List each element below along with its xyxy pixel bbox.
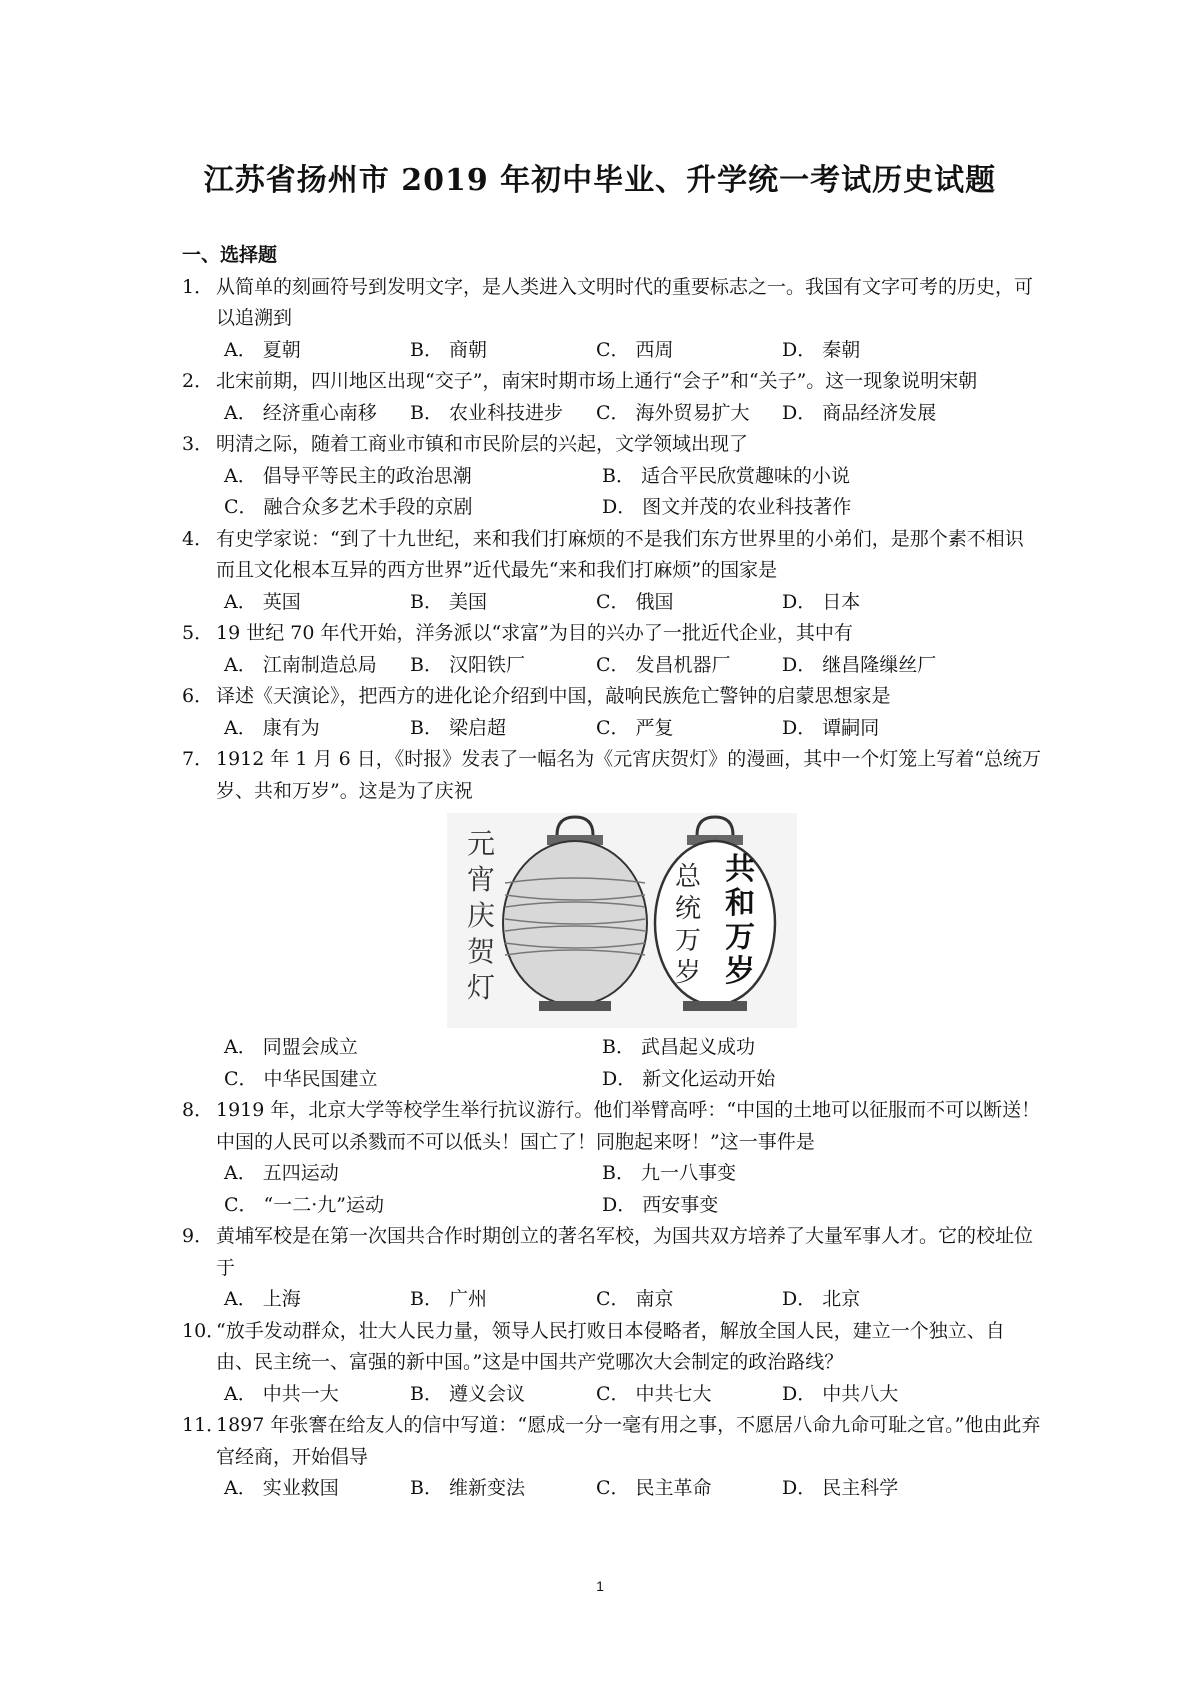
- question-text: 19 世纪 70 年代开始，洋务派以“求富”为目的兴办了一批近代企业，其中有: [216, 622, 853, 644]
- option-letter: C．: [596, 590, 630, 613]
- question-stem: [182, 1221, 1042, 1284]
- answer-option: [410, 713, 596, 745]
- option-letter: B．: [602, 1162, 635, 1184]
- option-letter: A．: [224, 653, 257, 676]
- option-text: 五四运动: [262, 1162, 339, 1184]
- question-text: 有史学家说：“到了十九世纪，来和我们打麻烦的不是我们东方世界里的小弟们，是那个素不相识而且文化根本互异的西方世界”近代最先“来和我们打麻烦”的国家是: [216, 527, 1024, 581]
- option-text: 新文化运动开始: [642, 1067, 776, 1090]
- answer-option: [596, 335, 782, 367]
- answer-option: [602, 1064, 980, 1096]
- option-letter: C．: [596, 338, 630, 361]
- question-text: 从简单的刻画符号到发明文字，是人类进入文明时代的重要标志之一。我国有文字可考的历史，可以追溯到: [216, 275, 1034, 329]
- option-text: 倡导平等民主的政治思潮: [262, 464, 472, 487]
- option-letter: A．: [224, 401, 257, 424]
- exam-content: [182, 240, 1042, 1505]
- option-letter: B．: [410, 338, 443, 361]
- left-caption-char: 宵: [467, 863, 496, 896]
- option-letter: A．: [224, 1382, 257, 1405]
- answer-option: [782, 1379, 968, 1411]
- answer-option: [224, 587, 410, 619]
- answer-option: [782, 587, 968, 619]
- option-text: 英国: [262, 590, 301, 613]
- question-number: 7．: [182, 748, 214, 770]
- question-number: 3．: [182, 433, 214, 455]
- option-list: [182, 713, 1042, 745]
- option-letter: C．: [224, 496, 258, 518]
- option-letter: B．: [602, 1036, 635, 1058]
- question-list: [182, 272, 1042, 1505]
- option-text: 发昌机器厂: [635, 653, 731, 676]
- option-text: 实业救国: [262, 1477, 339, 1499]
- option-text: 维新变法: [448, 1477, 525, 1499]
- right-lantern-body: [655, 841, 775, 1005]
- option-text: 康有为: [262, 716, 320, 739]
- question-text: 黄埔军校是在第一次国共合作时期创立的著名军校，为国共双方培养了大量军事人才。它的校址位于: [216, 1225, 1034, 1279]
- option-letter: D．: [782, 338, 817, 361]
- question-text: 北宋前期，四川地区出现“交子”，南宋时期市场上通行“会子”和“关子”。这一现象说明宋朝: [216, 370, 978, 392]
- option-letter: C．: [596, 653, 630, 676]
- question-text: 1912 年 1 月 6 日，《时报》发表了一幅名为《元宵庆贺灯》的漫画，其中一个灯笼上写着“总统万岁、共和万岁”。这是为了庆祝: [216, 748, 1041, 802]
- option-text: 中共八大: [822, 1382, 899, 1405]
- section-title: 一、选择题: [182, 244, 278, 266]
- right-lantern-char: 统: [675, 894, 702, 924]
- option-letter: D．: [782, 716, 817, 739]
- answer-option: [602, 1032, 980, 1064]
- option-text: 同盟会成立: [262, 1036, 358, 1058]
- answer-option: [224, 492, 602, 524]
- option-list: [182, 1158, 1042, 1221]
- question: [182, 1410, 1042, 1505]
- option-list: [182, 1032, 1042, 1095]
- option-letter: D．: [602, 1193, 637, 1216]
- answer-option: [602, 492, 980, 524]
- question-stem: [182, 272, 1042, 335]
- option-text: 经济重心南移: [262, 401, 377, 424]
- question-number: 9．: [182, 1225, 214, 1247]
- option-letter: B．: [410, 653, 443, 676]
- left-caption-char: 灯: [467, 971, 496, 1004]
- option-letter: C．: [596, 1477, 630, 1499]
- right-lantern-char: 岁: [675, 958, 702, 988]
- option-list: [182, 461, 1042, 524]
- question-text: 明清之际，随着工商业市镇和市民阶层的兴起，文学领域出现了: [216, 433, 749, 455]
- answer-option: [782, 1473, 968, 1505]
- question-stem: [182, 1316, 1042, 1379]
- question-stem: [182, 744, 1042, 807]
- answer-option: [224, 1379, 410, 1411]
- option-letter: C．: [596, 1382, 630, 1405]
- answer-option: [410, 398, 596, 430]
- option-text: 继昌隆缫丝厂: [822, 653, 937, 676]
- option-text: 民主革命: [635, 1477, 712, 1499]
- question-stem: [182, 681, 1042, 713]
- question: [182, 618, 1042, 681]
- answer-option: [596, 587, 782, 619]
- question: [182, 681, 1042, 744]
- option-text: 海外贸易扩大: [635, 401, 750, 424]
- left-caption-char: 庆: [467, 899, 496, 932]
- answer-option: [782, 1284, 968, 1316]
- option-letter: D．: [782, 1382, 817, 1405]
- question-number: 6．: [182, 685, 214, 707]
- lantern-cartoon-image: [447, 813, 797, 1028]
- answer-option: [596, 1473, 782, 1505]
- answer-option: [410, 650, 596, 682]
- answer-option: [224, 1064, 602, 1096]
- option-list: [182, 650, 1042, 682]
- option-text: 商品经济发展: [822, 401, 937, 424]
- option-list: [182, 335, 1042, 367]
- question-stem: [182, 366, 1042, 398]
- question-text: “放手发动群众，壮大人民力量，领导人民打败日本侵略者，解放全国人民，建立一个独立、自由、民主统一、富强的新中国。”这是中国共产党哪次大会制定的政治路线？: [216, 1319, 1005, 1373]
- option-letter: B．: [410, 401, 443, 424]
- question-number: 11．: [182, 1414, 226, 1436]
- question-number: 5．: [182, 622, 214, 644]
- option-letter: C．: [224, 1193, 258, 1216]
- question: [182, 1095, 1042, 1221]
- option-letter: D．: [782, 401, 817, 424]
- option-text: 美国: [448, 590, 487, 613]
- question-number: 10．: [182, 1319, 226, 1342]
- option-text: 西安事变: [642, 1193, 719, 1216]
- option-text: 北京: [822, 1288, 861, 1310]
- answer-option: [224, 1284, 410, 1316]
- option-letter: B．: [410, 590, 443, 613]
- option-text: 上海: [262, 1288, 301, 1310]
- option-letter: B．: [410, 716, 443, 739]
- option-text: 南京: [635, 1288, 674, 1310]
- question-number: 8．: [182, 1099, 214, 1121]
- option-text: 江南制造总局: [262, 653, 377, 676]
- answer-option: [782, 335, 968, 367]
- option-text: 九一八事变: [640, 1162, 736, 1184]
- option-letter: A．: [224, 338, 257, 361]
- question-stem: [182, 1410, 1042, 1473]
- option-letter: D．: [782, 1288, 817, 1310]
- option-letter: D．: [602, 496, 637, 518]
- answer-option: [596, 650, 782, 682]
- question-stem: [182, 524, 1042, 587]
- option-letter: D．: [602, 1067, 637, 1090]
- option-text: 中共一大: [262, 1382, 339, 1405]
- answer-option: [596, 1284, 782, 1316]
- option-text: 融合众多艺术手段的京剧: [263, 496, 473, 518]
- option-text: 广州: [448, 1288, 487, 1310]
- option-letter: A．: [224, 1036, 257, 1058]
- answer-option: [224, 1190, 602, 1222]
- option-letter: C．: [596, 716, 630, 739]
- option-letter: D．: [782, 590, 817, 613]
- option-text: 日本: [822, 590, 861, 613]
- option-text: 谭嗣同: [822, 716, 880, 739]
- option-text: 汉阳铁厂: [448, 653, 525, 676]
- answer-option: [602, 1158, 980, 1190]
- right-lantern-char: 万: [675, 926, 702, 956]
- answer-option: [596, 398, 782, 430]
- option-list: [182, 1473, 1042, 1505]
- option-letter: A．: [224, 1288, 257, 1310]
- answer-option: [602, 461, 980, 493]
- option-letter: B．: [410, 1477, 443, 1499]
- option-text: 中共七大: [635, 1382, 712, 1405]
- question: [182, 1316, 1042, 1411]
- option-list: [182, 1284, 1042, 1316]
- answer-option: [410, 1473, 596, 1505]
- answer-option: [410, 335, 596, 367]
- answer-option: [602, 1190, 980, 1222]
- option-list: [182, 398, 1042, 430]
- left-caption-char: 元: [467, 827, 496, 860]
- option-text: 图文并茂的农业科技著作: [642, 496, 852, 518]
- option-text: 民主科学: [822, 1477, 899, 1499]
- answer-option: [224, 1032, 602, 1064]
- answer-option: [224, 713, 410, 745]
- question-stem: [182, 618, 1042, 650]
- page-number: 1: [596, 1578, 604, 1594]
- right-lantern-char: 共: [725, 852, 755, 887]
- lantern-drawing: [447, 813, 797, 1028]
- option-text: 适合平民欣赏趣味的小说: [640, 464, 850, 487]
- option-text: 中华民国建立: [263, 1067, 378, 1090]
- option-text: “一二·九”运动: [263, 1193, 385, 1216]
- question-stem: [182, 1095, 1042, 1158]
- answer-option: [224, 398, 410, 430]
- option-letter: B．: [410, 1382, 443, 1405]
- answer-option: [410, 1379, 596, 1411]
- question-text: 译述《天演论》，把西方的进化论介绍到中国，敲响民族危亡警钟的启蒙思想家是: [216, 685, 891, 707]
- answer-option: [596, 1379, 782, 1411]
- option-text: 农业科技进步: [448, 401, 563, 424]
- question-stem: [182, 429, 1042, 461]
- option-text: 夏朝: [262, 338, 301, 361]
- right-lantern-char: 总: [675, 862, 702, 892]
- question-number: 2．: [182, 370, 214, 392]
- option-letter: A．: [224, 716, 257, 739]
- option-list: [182, 1379, 1042, 1411]
- option-text: 遵义会议: [448, 1382, 525, 1405]
- right-lantern-char: 岁: [725, 954, 755, 989]
- option-text: 武昌起义成功: [640, 1036, 755, 1058]
- answer-option: [410, 1284, 596, 1316]
- option-text: 西周: [635, 338, 674, 361]
- right-lantern-char: 万: [725, 920, 755, 955]
- option-text: 俄国: [635, 590, 674, 613]
- page-title: 江苏省扬州市 2019 年初中毕业、升学统一考试历史试题: [203, 163, 997, 198]
- option-letter: D．: [782, 1477, 817, 1499]
- answer-option: [224, 650, 410, 682]
- option-letter: C．: [596, 401, 630, 424]
- question-text: 1897 年张謇在给友人的信中写道：“愿成一分一毫有用之事，不愿居八命九命可耻之官。”他由此弃官经商，开始倡导: [216, 1414, 1041, 1468]
- option-letter: A．: [224, 464, 257, 487]
- option-text: 商朝: [448, 338, 487, 361]
- option-text: 梁启超: [448, 716, 506, 739]
- question-number: 4．: [182, 527, 214, 550]
- answer-option: [224, 335, 410, 367]
- option-text: 秦朝: [822, 338, 861, 361]
- option-letter: C．: [224, 1067, 258, 1090]
- question: [182, 429, 1042, 524]
- answer-option: [224, 1473, 410, 1505]
- question: [182, 524, 1042, 619]
- option-letter: A．: [224, 590, 257, 613]
- answer-option: [782, 398, 968, 430]
- answer-option: [224, 461, 602, 493]
- right-lantern-char: 和: [725, 886, 755, 921]
- question: [182, 272, 1042, 367]
- question: [182, 366, 1042, 429]
- answer-option: [782, 650, 968, 682]
- option-letter: A．: [224, 1162, 257, 1184]
- left-lantern-base: [539, 1001, 611, 1011]
- option-text: 严复: [635, 716, 674, 739]
- option-letter: B．: [410, 1288, 443, 1310]
- left-lantern-body: [503, 841, 647, 1005]
- option-letter: D．: [782, 653, 817, 676]
- answer-option: [596, 713, 782, 745]
- option-letter: A．: [224, 1477, 257, 1499]
- right-lantern-base: [683, 1001, 747, 1011]
- question: [182, 744, 1042, 1095]
- option-letter: C．: [596, 1288, 630, 1310]
- option-list: [182, 587, 1042, 619]
- option-letter: B．: [602, 464, 635, 487]
- left-caption-char: 贺: [467, 935, 496, 968]
- answer-option: [224, 1158, 602, 1190]
- answer-option: [782, 713, 968, 745]
- answer-option: [410, 587, 596, 619]
- question-number: 1．: [182, 275, 214, 298]
- question: [182, 1221, 1042, 1316]
- question-text: 1919 年，北京大学等校学生举行抗议游行。他们举臂高呼：“中国的土地可以征服而不可以断送！中国的人民可以杀戮而不可以低头！国亡了！同胞起来呀！”这一事件是: [216, 1099, 1041, 1153]
